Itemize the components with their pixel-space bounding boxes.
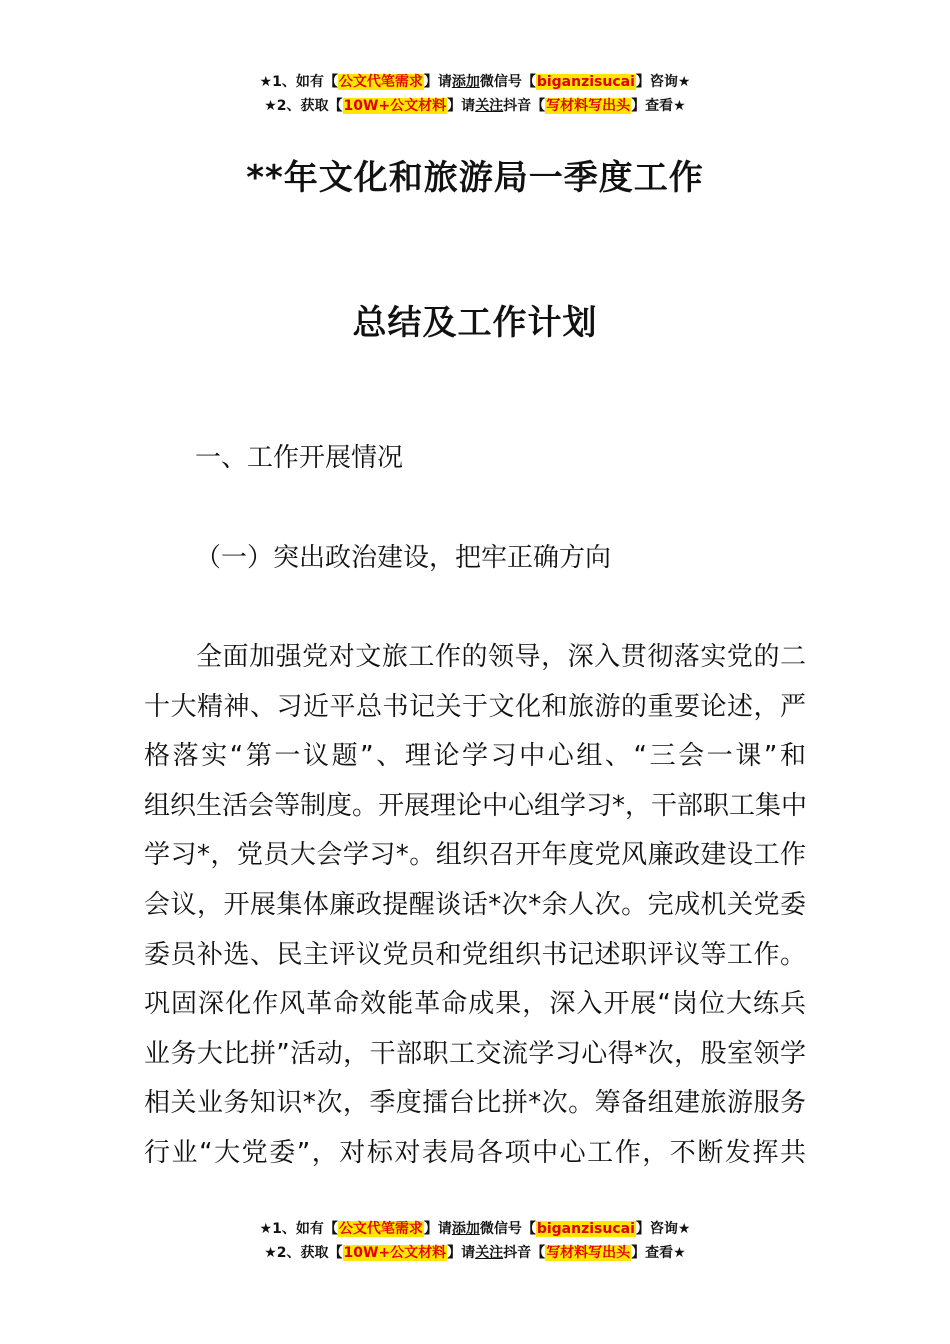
banner-underline: 添加 (451, 74, 480, 90)
paragraph-line: 行业“大党委”，对标对表局各项中心工作，不断发挥共 (144, 1137, 806, 1168)
footer-banner (0, 1217, 950, 1265)
document-title-line-2: 总结及工作计划 (352, 303, 598, 343)
banner-highlight: 写材料写出头 (546, 1245, 631, 1261)
banner-text: ★1、如有【 (259, 74, 338, 90)
banner-text: 】请 (423, 1221, 452, 1237)
banner-highlight: 公文代笔需求 (338, 74, 423, 90)
banner-text: 】咨询★ (635, 1221, 691, 1237)
banner-underline: 关注 (475, 98, 504, 114)
banner-text: 微信号【 (479, 1221, 536, 1237)
subsection-heading: （一）突出政治建设，把牢正确方向 (195, 543, 612, 573)
banner-text: ★2、获取【 (264, 1245, 343, 1261)
paragraph-line: 会议，开展集体廉政提醒谈话*次*余人次。完成机关党委 (144, 889, 806, 920)
banner-text: 】请 (423, 74, 452, 90)
banner-text: ★1、如有【 (259, 1221, 338, 1237)
banner-highlight: biganzisucai (536, 74, 635, 90)
banner-text: ★2、获取【 (264, 98, 343, 114)
banner-highlight: 10W+公文材料 (343, 1245, 447, 1261)
body-paragraph (144, 633, 806, 1179)
paragraph-line: 组织生活会等制度。开展理论中心组学习*，干部职工集中 (144, 790, 808, 821)
paragraph-line: 全面加强党对文旅工作的领导，深入贯彻落实党的二 (196, 642, 806, 672)
banner-underline: 关注 (475, 1245, 504, 1261)
banner-text: 】咨询★ (635, 74, 691, 90)
header-banner (0, 70, 950, 118)
banner-highlight: 写材料写出头 (546, 98, 631, 114)
paragraph-line: 委员补选、民主评议党员和党组织书记述职评议等工作。 (144, 939, 806, 970)
banner-highlight: biganzisucai (536, 1221, 635, 1237)
paragraph-line: 巩固深化作风革命效能革命成果，深入开展“岗位大练兵 (144, 989, 806, 1020)
banner-highlight: 公文代笔需求 (338, 1221, 423, 1237)
banner-underline: 添加 (451, 1221, 480, 1237)
banner-line-2 (0, 94, 950, 118)
paragraph-line: 相关业务知识*次，季度擂台比拼*次。筹备组建旅游服务 (144, 1088, 806, 1119)
banner-line-1 (0, 70, 950, 94)
banner-text: 抖音【 (503, 1245, 546, 1261)
banner-text: 抖音【 (503, 98, 546, 114)
paragraph-line: 格落实“第一议题”、理论学习中心组、“三会一课”和 (144, 741, 806, 772)
banner-text: 】查看★ (631, 98, 686, 114)
banner-line-1 (0, 1217, 950, 1241)
paragraph-line: 业务大比拼”活动，干部职工交流学习心得*次，股室领学 (144, 1038, 806, 1069)
banner-text: 】请 (447, 98, 476, 114)
banner-highlight: 10W+公文材料 (343, 98, 447, 114)
paragraph-line: 学习*，党员大会学习*。组织召开年度党风廉政建设工作 (144, 840, 806, 871)
section-heading: 一、工作开展情况 (195, 443, 404, 473)
document-title-line-1: **年文化和旅游局一季度工作 (246, 158, 704, 198)
banner-line-2 (0, 1241, 950, 1265)
paragraph-line: 十大精神、习近平总书记关于文化和旅游的重要论述，严 (144, 691, 806, 722)
banner-text: 微信号【 (479, 74, 536, 90)
banner-text: 】查看★ (631, 1245, 686, 1261)
banner-text: 】请 (447, 1245, 476, 1261)
